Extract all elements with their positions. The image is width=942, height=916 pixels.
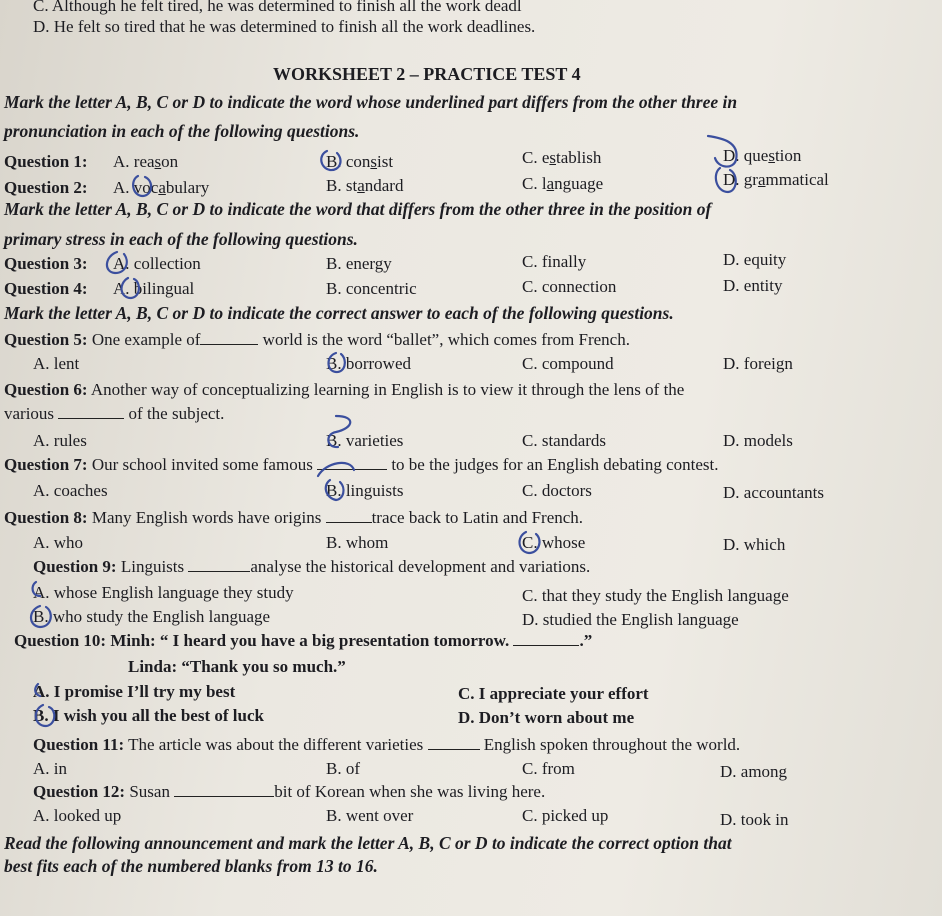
question-1 (4, 152, 88, 172)
q12-option-c[interactable]: C. picked up (522, 806, 609, 825)
section-instruction-pronunciation-cont: pronunciation in each of the following questions. (4, 121, 360, 141)
section-instruction-stress: Mark the letter A, B, C or D to indicate the word that differs from the other three in the position of (4, 199, 712, 219)
q2-option-a[interactable]: A. vocabulary (113, 178, 210, 197)
q11-option-c[interactable]: C. from (522, 759, 575, 778)
q1-option-b[interactable]: B. consist (326, 152, 394, 171)
question-label: Question 3: (4, 254, 88, 273)
q2-option-d[interactable]: D. grammatical (723, 170, 829, 189)
answer-blank[interactable] (200, 330, 258, 345)
q6-option-a[interactable]: A. rules (33, 431, 87, 450)
question-label: Question 1: (4, 152, 88, 171)
question-label: Question 5: (4, 330, 88, 349)
question-6-stem: Question 6: Another way of conceptualizing learning in English is to view it through the lens of the (4, 380, 685, 399)
question-3 (4, 254, 88, 274)
question-label: Question 12: (33, 782, 126, 801)
question-7-stem: Question 7: Our school invited some famous to be the judges for an English debating contest. (4, 455, 719, 474)
section-instruction-stress-cont: primary stress in each of the following questions. (4, 229, 358, 249)
q4-option-b[interactable]: B. concentric (326, 279, 417, 298)
q9-option-d[interactable]: D. studied the English language (522, 610, 739, 629)
question-label: Question 11: (33, 735, 125, 754)
q6-option-d[interactable]: D. models (723, 431, 793, 450)
q10-option-a[interactable]: A. I promise I’ll try my best (33, 682, 236, 701)
q1-option-a[interactable]: A. reason (113, 152, 179, 171)
q6-option-b[interactable]: B. varieties (326, 431, 404, 450)
q9-option-c[interactable]: C. that they study the English language (522, 586, 789, 605)
q3-option-d[interactable]: D. equity (723, 250, 787, 269)
answer-blank[interactable] (317, 455, 387, 470)
q12-option-d[interactable]: D. took in (720, 810, 789, 829)
previous-option-d: D. He felt so tired that he was determined to finish all the work deadlines. (33, 17, 536, 36)
q5-option-c[interactable]: C. compound (522, 354, 614, 373)
answer-blank[interactable] (428, 735, 480, 750)
question-label: Question 6: (4, 380, 88, 399)
question-8-stem: Question 8: Many English words have origins trace back to Latin and French. (4, 508, 584, 527)
q3-option-c[interactable]: C. finally (522, 252, 587, 271)
q4-option-c[interactable]: C. connection (522, 277, 617, 296)
q11-option-b[interactable]: B. of (326, 759, 360, 778)
q5-option-d[interactable]: D. foreign (723, 354, 793, 373)
section-instruction-reading: Read the following announcement and mark the letter A, B, C or D to indicate the correct option that (4, 833, 732, 853)
question-4 (4, 279, 88, 299)
q4-option-a[interactable]: A. bilingual (113, 279, 195, 298)
question-6-stem-cont: various of the subject. (4, 404, 225, 423)
answer-blank[interactable] (188, 557, 250, 572)
q5-option-b[interactable]: B. borrowed (326, 354, 411, 373)
question-10-reply: Linda: “Thank you so much.” (128, 657, 346, 676)
q11-option-d[interactable]: D. among (720, 762, 788, 781)
answer-blank[interactable] (58, 404, 124, 419)
q10-option-d[interactable]: D. Don’t worn about me (458, 708, 635, 727)
q9-option-a[interactable]: A. whose English language they study (33, 583, 294, 602)
q12-option-b[interactable]: B. went over (326, 806, 414, 825)
section-instruction-pronunciation: Mark the letter A, B, C or D to indicate the word whose underlined part differs from the other three in (4, 92, 738, 112)
q9-option-b[interactable]: B. who study the English language (33, 607, 271, 626)
q8-option-a[interactable]: A. who (33, 533, 84, 552)
question-label: Question 7: (4, 455, 88, 474)
question-label: Question 2: (4, 178, 88, 197)
q7-option-a[interactable]: A. coaches (33, 481, 108, 500)
question-2 (4, 178, 88, 198)
question-label: Question 9: (33, 557, 117, 576)
question-label: Question 8: (4, 508, 88, 527)
answer-blank[interactable] (174, 782, 274, 797)
question-label: Question 4: (4, 279, 88, 298)
q11-option-a[interactable]: A. in (33, 759, 67, 778)
q8-option-d[interactable]: D. which (723, 535, 786, 554)
question-10-stem: Question 10: Minh: “ I heard you have a big presentation tomorrow. .” (14, 631, 593, 650)
q7-option-d[interactable]: D. accountants (723, 483, 825, 502)
q3-option-a[interactable]: A. collection (113, 254, 201, 273)
q10-option-c[interactable]: C. I appreciate your effort (458, 684, 649, 703)
q1-option-d[interactable]: D. question (723, 146, 802, 165)
section-instruction-reading-cont: best fits each of the numbered blanks from 13 to 16. (4, 856, 378, 876)
previous-option-c: C. Although he felt tired, he was determined to finish all the work deadl (33, 0, 522, 15)
q10-option-b[interactable]: B. I wish you all the best of luck (33, 706, 264, 725)
q8-option-c[interactable]: C. whose (522, 533, 586, 552)
q7-option-b[interactable]: B. linguists (326, 481, 404, 500)
q7-option-c[interactable]: C. doctors (522, 481, 592, 500)
worksheet-title: WORKSHEET 2 – PRACTICE TEST 4 (273, 64, 581, 84)
q3-option-b[interactable]: B. energy (326, 254, 392, 273)
section-instruction-correct: Mark the letter A, B, C or D to indicate the correct answer to each of the following questions. (4, 303, 674, 323)
question-11-stem: Question 11: The article was about the different varieties English spoken throughout the world. (33, 735, 741, 754)
q6-option-c[interactable]: C. standards (522, 431, 607, 450)
question-label: Question 10: (14, 631, 107, 650)
question-9-stem: Question 9: Linguists analyse the historical development and variations. (33, 557, 591, 576)
q2-option-b[interactable]: B. standard (326, 176, 404, 195)
q12-option-a[interactable]: A. looked up (33, 806, 122, 825)
answer-blank[interactable] (513, 631, 579, 646)
q8-option-b[interactable]: B. whom (326, 533, 389, 552)
q2-option-c[interactable]: C. language (522, 174, 604, 193)
question-12-stem: Question 12: Susan bit of Korean when she was living here. (33, 782, 546, 801)
q1-option-c[interactable]: C. establish (522, 148, 602, 167)
q5-option-a[interactable]: A. lent (33, 354, 80, 373)
q4-option-d[interactable]: D. entity (723, 276, 783, 295)
answer-blank[interactable] (326, 508, 372, 523)
question-5-stem: Question 5: One example of world is the word “ballet”, which comes from French. (4, 330, 630, 349)
